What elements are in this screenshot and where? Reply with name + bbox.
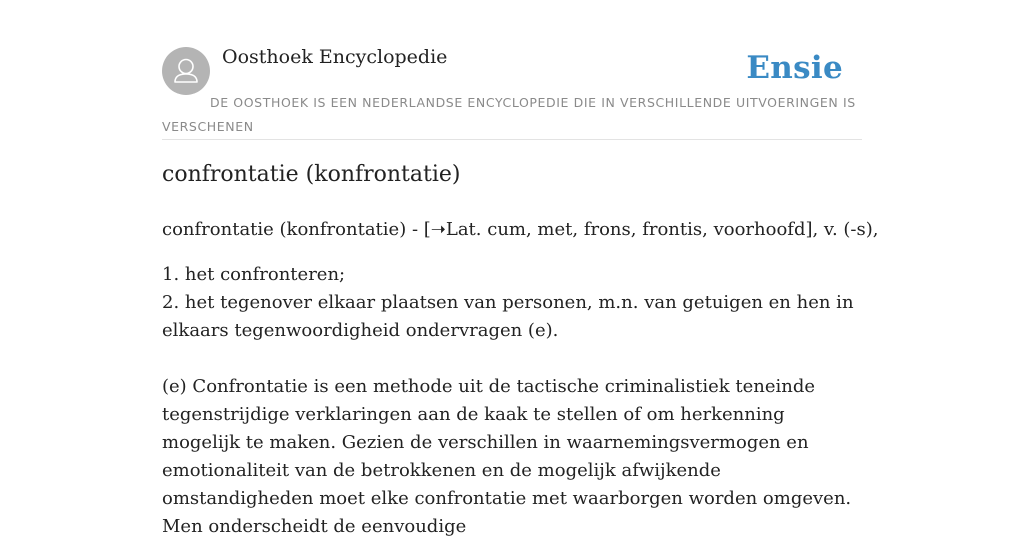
lead-etymology: Lat. cum, met, frons, frontis, voorhoofd], v. (-s), [445,219,879,240]
site-tagline: DE OOSTHOEK IS EEN NEDERLANDSE ENCYCLOPEDIE DIE IN VERSCHILLENDE UITVOERINGEN IS VERSCHENEN [162,95,856,134]
definition-list [162,261,862,345]
lead-headword: confrontatie (konfrontatie) - [ [162,219,431,240]
header-divider [162,139,862,140]
avatar[interactable] [162,47,210,95]
explanation-paragraph: (e) Confrontatie is een methode uit de tactische criminalistiek teneinde tegenstrijdige verklaringen aan de kaak te stellen of om herkenning mogelijk te maken. Gezien de verschillen in waarnemingsvermogen en emotionaliteit van de betrokkenen en de mogelijk afwijkende omstandigheden moet elke confrontatie met waarborgen worden omgeven. Men onderscheidt de eenvoudige [162,376,852,537]
article-title: confrontatie (konfrontatie) [162,162,461,187]
site-name[interactable]: Oosthoek Encyclopedie [222,46,448,68]
reference-arrow-icon: ➝ [430,219,446,240]
ensie-logo[interactable]: Ensie [746,50,843,86]
user-icon [162,47,210,95]
definition-1: 1. het confronteren; [162,264,346,285]
article-body [162,214,879,541]
article-lead [162,214,879,246]
definition-2: 2. het tegenover elkaar plaatsen van personen, m.n. van getuigen en hen in elkaars tegenwoordigheid ondervragen (e). [162,292,854,341]
